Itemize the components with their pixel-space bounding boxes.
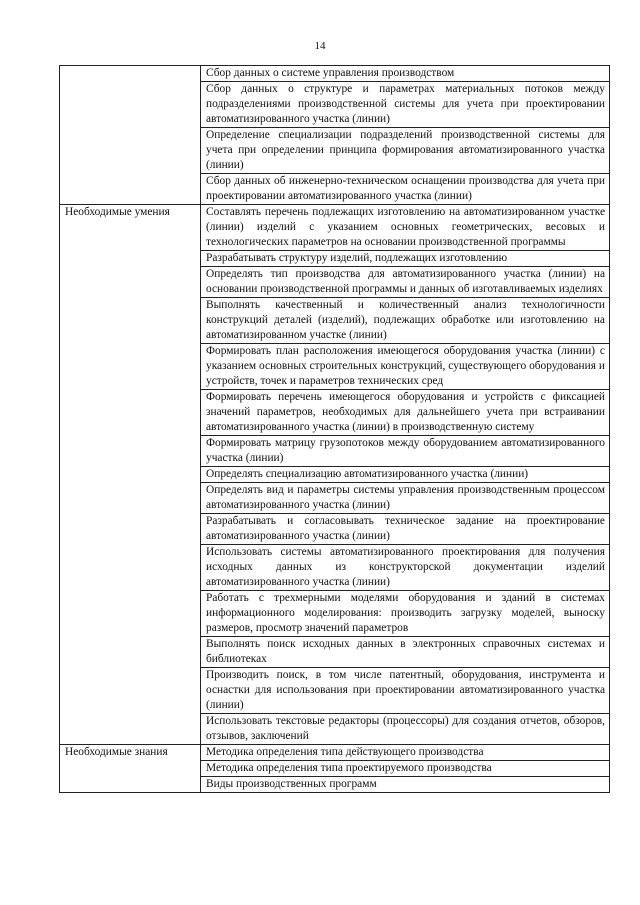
section-item: Виды производственных программ xyxy=(201,777,610,793)
requirements-table xyxy=(59,65,610,793)
section-item: Выполнять поиск исходных данных в электронных справочных системах и библиотеках xyxy=(201,637,610,668)
table-row xyxy=(60,205,610,251)
section-item: Определение специализации подразделений производственной системы для учета при определении принципа формирования автоматизированного участка (линии) xyxy=(201,128,610,174)
section-item: Выполнять качественный и количественный анализ технологичности конструкций деталей (изделий), подлежащих обработке или изготовлению на автоматизированном участке (линии) xyxy=(201,298,610,344)
section-item: Определять вид и параметры системы управления производственным процессом автоматизированного участка (линии) xyxy=(201,483,610,514)
table-row xyxy=(60,745,610,761)
section-item: Использовать текстовые редакторы (процессоры) для создания отчетов, обзоров, отзывов, заключений xyxy=(201,714,610,745)
section-item: Разрабатывать структуру изделий, подлежащих изготовлению xyxy=(201,251,610,267)
requirements-table-body xyxy=(60,66,610,793)
section-item: Сбор данных о системе управления производством xyxy=(201,66,610,82)
section-item: Производить поиск, в том числе патентный, оборудования, инструмента и оснастки для использования при проектировании автоматизированного участка (линии) xyxy=(201,668,610,714)
section-item: Формировать перечень имеющегося оборудования и устройств с фиксацией значений параметров, необходимых для дальнейшего учета при встраивании автоматизированного участка (линии) в производственную систему xyxy=(201,390,610,436)
section-item: Использовать системы автоматизированного проектирования для получения исходных данных из конструкторской документации изделий автоматизированного участка (линии) xyxy=(201,545,610,591)
section-label: Необходимые знания xyxy=(60,745,201,793)
section-label: Необходимые умения xyxy=(60,205,201,745)
section-item: Сбор данных об инженерно-техническом оснащении производства для учета при проектировании автоматизированного участка (линии) xyxy=(201,174,610,205)
section-item: Методика определения типа проектируемого производства xyxy=(201,761,610,777)
section-item: Формировать план расположения имеющегося оборудования участка (линии) с указанием основных строительных конструкций, существующего оборудования и устройств, точек и параметров технических сред xyxy=(201,344,610,390)
section-item: Работать с трехмерными моделями оборудования и зданий в системах информационного моделирования: производить загрузку моделей, выноску размеров, просмотр значений параметров xyxy=(201,591,610,637)
table-row xyxy=(60,66,610,82)
section-item: Определять специализацию автоматизированного участка (линии) xyxy=(201,467,610,483)
section-item: Составлять перечень подлежащих изготовлению на автоматизированном участке (линии) изделий с указанием основных геометрических, весовых и технологических параметров на основании производственной программы xyxy=(201,205,610,251)
section-item: Определять тип производства для автоматизированного участка (линии) на основании производственной программы и данных об изготавливаемых изделиях xyxy=(201,267,610,298)
section-item: Разрабатывать и согласовывать техническое задание на проектирование автоматизированного участка (линии) xyxy=(201,514,610,545)
section-item: Сбор данных о структуре и параметрах материальных потоков между подразделениями производственной системы для учета при проектировании автоматизированного участка (линии) xyxy=(201,82,610,128)
page-number: 14 xyxy=(314,40,326,52)
section-item: Методика определения типа действующего производства xyxy=(201,745,610,761)
section-item: Формировать матрицу грузопотоков между оборудованием автоматизированного участка (линии) xyxy=(201,436,610,467)
section-label-empty xyxy=(60,66,201,205)
